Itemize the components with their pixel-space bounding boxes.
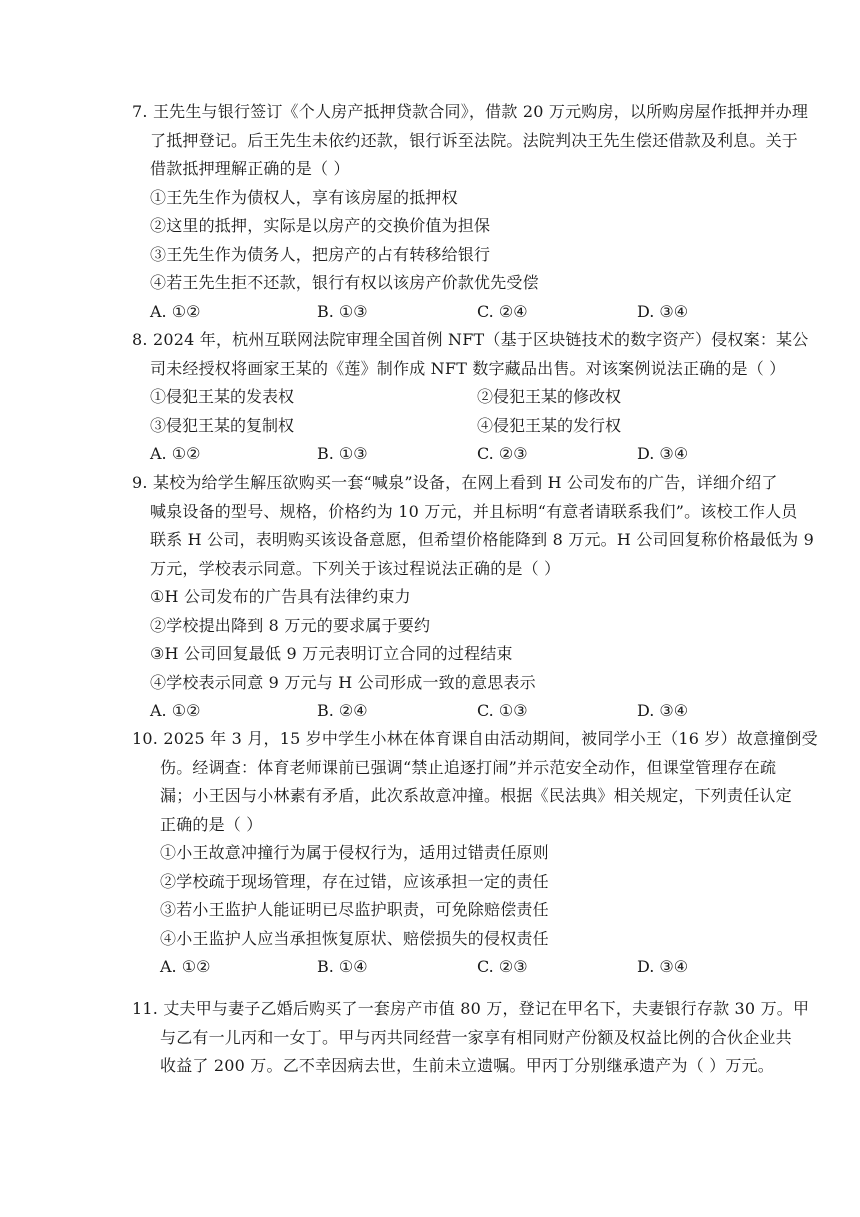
option-c[interactable]: C. ②③: [477, 957, 528, 976]
question-stem-line: 与乙有一儿丙和一女丁。甲与丙共同经营一家享有相同财产份额及权益比例的合伙企业共: [160, 1027, 792, 1047]
question-stem-line: 正确的是（ ）: [160, 814, 263, 834]
statement-item: ②学校提出降到 8 万元的要求属于要约: [150, 615, 431, 635]
option-b[interactable]: B. ②④: [317, 701, 368, 720]
question-stem-line: 喊泉设备的型号、规格，价格约为 10 万元，并且标明“有意者请联系我们”。该校工作人员: [150, 501, 798, 521]
question-10: [132, 725, 818, 982]
option-a[interactable]: A. ①②: [150, 301, 201, 321]
statement-item: ③H 公司回复最低 9 万元表明订立合同的过程结束: [150, 644, 513, 663]
option-c[interactable]: C. ②③: [477, 444, 528, 463]
answer-options: [132, 953, 797, 982]
statement-item: ④若王先生拒不还款，银行有权以该房产价款优先受偿: [150, 273, 539, 292]
option-b[interactable]: B. ①③: [317, 444, 368, 463]
question-stem-line: 收益了 200 万。乙不幸因病去世，生前未立遗嘱。甲丙丁分别继承遗产为（ ）万元。: [160, 1056, 774, 1075]
statement-item: ②学校疏于现场管理，存在过错，应该承担一定的责任: [160, 871, 549, 891]
question-8: [132, 326, 809, 469]
option-c[interactable]: C. ①③: [477, 701, 528, 720]
option-d[interactable]: D. ③④: [637, 301, 689, 321]
answer-options: [132, 298, 797, 327]
question-stem-line: 8. 2024 年，杭州互联网法院审理全国首例 NFT（基于区块链技术的数字资产）侵权案：某公: [132, 330, 809, 349]
question-stem-line: 万元，学校表示同意。下列关于该过程说法正确的是（ ）: [150, 558, 561, 578]
question-stem-line: 9. 某校为给学生解压欲购买一套“喊泉”设备，在网上看到 H 公司发布的广告，详细介绍了: [132, 473, 778, 492]
question-stem-line: 司未经授权将画家王某的《莲》制作成 NFT 数字藏品出售。对该案例说法正确的是（ ）: [150, 358, 786, 378]
statement-item: ③侵犯王某的复制权: [150, 415, 295, 435]
answer-options: [132, 440, 797, 469]
question-stem-line: 11. 丈夫甲与妻子乙婚后购买了一套房产市值 80 万，登记在甲名下，夫妻银行存款 30 万。甲: [132, 999, 810, 1018]
statement-item: ③若小王监护人能证明已尽监护职责，可免除赔偿责任: [160, 900, 549, 919]
statement-item: ④小王监护人应当承担恢复原状、赔偿损失的侵权责任: [160, 928, 549, 948]
question-9: [132, 469, 814, 726]
option-d[interactable]: D. ③④: [637, 957, 689, 976]
statement-item: ①侵犯王某的发表权: [150, 387, 295, 406]
statement-item: ④学校表示同意 9 万元与 H 公司形成一致的意思表示: [150, 672, 536, 692]
option-b[interactable]: B. ①④: [317, 957, 368, 976]
option-b[interactable]: B. ①③: [317, 301, 368, 321]
option-a[interactable]: A. ①②: [150, 444, 201, 463]
question-stem-line: 伤。经调查：体育老师课前已强调“禁止追逐打闹”并示范安全动作，但课堂管理存在疏: [160, 757, 777, 777]
question-stem-line: 了抵押登记。后王先生未依约还款，银行诉至法院。法院判决王先生偿还借款及利息。关于: [150, 130, 799, 150]
option-a[interactable]: A. ①②: [160, 957, 211, 976]
question-stem-line: 借款抵押理解正确的是（ ）: [150, 159, 350, 178]
statement-item: ③王先生作为债务人，把房产的占有转移给银行: [150, 244, 491, 264]
statement-row: [132, 383, 797, 412]
question-7: [132, 98, 809, 326]
question-stem-line: 7. 王先生与银行签订《个人房产抵押贷款合同》，借款 20 万元购房，以所购房屋作抵押并办理: [132, 102, 809, 121]
statement-item: ②侵犯王某的修改权: [477, 387, 622, 406]
statement-item: ①H 公司发布的广告具有法律约束力: [150, 587, 411, 606]
option-a[interactable]: A. ①②: [150, 701, 201, 720]
answer-options: [132, 697, 797, 726]
statement-item: ①小王故意冲撞行为属于侵权行为，适用过错责任原则: [160, 843, 549, 862]
question-11: [132, 995, 810, 1081]
statement-row: [132, 412, 797, 441]
question-stem-line: 联系 H 公司，表明购买该设备意愿，但希望价格能降到 8 万元。H 公司回复称价格最低为 9: [150, 530, 814, 549]
statement-item: ②这里的抵押，实际是以房产的交换价值为担保: [150, 216, 491, 235]
option-d[interactable]: D. ③④: [637, 701, 689, 720]
option-d[interactable]: D. ③④: [637, 444, 689, 463]
statement-item: ④侵犯王某的发行权: [477, 415, 622, 435]
question-stem-line: 10. 2025 年 3 月，15 岁中学生小林在体育课自由活动期间，被同学小王（16 岁）故意撞倒受: [132, 729, 818, 748]
option-c[interactable]: C. ②④: [477, 301, 528, 321]
question-stem-line: 漏；小王因与小林素有矛盾，此次系故意冲撞。根据《民法典》相关规定，下列责任认定: [160, 786, 792, 805]
statement-item: ①王先生作为债权人，享有该房屋的抵押权: [150, 187, 458, 207]
